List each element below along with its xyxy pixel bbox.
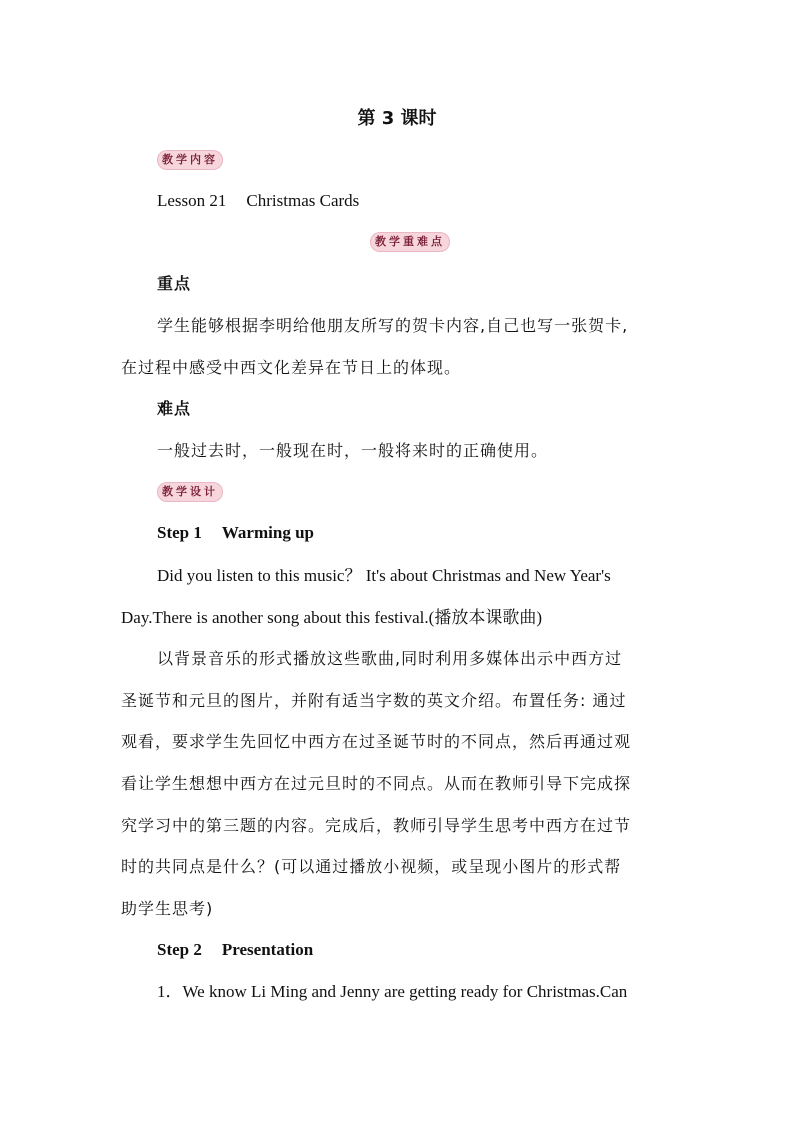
- step2-heading: [157, 937, 313, 963]
- step1-heading: [157, 520, 314, 546]
- step1-paragraph-line: 看让学生想想中西方在过元旦时的不同点。从而在教师引导下完成探: [121, 774, 632, 793]
- step1-paragraph-line: Did you listen to this music？ It's about Christmas and New Year's: [157, 566, 611, 585]
- step1-paragraph-line: 助学生思考): [121, 899, 214, 918]
- step2-name: Presentation: [221, 940, 314, 959]
- difficult-points-line: 一般过去时，一般现在时，一般将来时的正确使用。: [157, 441, 549, 460]
- badge-key-difficult-points: 教学重难点: [370, 232, 450, 252]
- step1-paragraph-line: 时的共同点是什么？(可以通过播放小视频，或呈现小图片的形式帮: [121, 857, 622, 876]
- key-points-line: 在过程中感受中西文化差异在节日上的体现。: [121, 358, 462, 377]
- step1-label: Step 1: [157, 523, 202, 542]
- badge-teaching-design: 教学设计: [157, 482, 223, 502]
- page-title: 第 3 课时: [357, 108, 437, 129]
- step1-name: Warming up: [221, 523, 314, 542]
- step1-paragraph-line: 观看，要求学生先回忆中西方在过圣诞节时的不同点，然后再通过观: [121, 732, 632, 751]
- step1-paragraph-line: 圣诞节和元旦的图片，并附有适当字数的英文介绍。布置任务: 通过: [121, 691, 627, 710]
- lesson-number: Lesson 21: [157, 191, 227, 210]
- key-points-line: 学生能够根据李明给他朋友所写的贺卡内容,自己也写一张贺卡,: [157, 316, 629, 335]
- lesson-name: Christmas Cards: [246, 191, 360, 210]
- lesson-line: [157, 188, 359, 214]
- difficult-points-heading: 难点: [157, 399, 192, 418]
- badge-teaching-content: 教学内容: [157, 150, 223, 170]
- step1-paragraph-line: 究学习中的第三题的内容。完成后，教师引导学生思考中西方在过节: [121, 816, 632, 835]
- step1-paragraph-line: Day.There is another song about this festival.(播放本课歌曲): [121, 608, 542, 627]
- step1-paragraph-line: 以背景音乐的形式播放这些歌曲,同时利用多媒体出示中西方过: [157, 649, 623, 668]
- key-points-heading: 重点: [157, 274, 192, 293]
- step2-paragraph-line: 1．We know Li Ming and Jenny are getting ready for Christmas.Can: [157, 982, 628, 1001]
- step2-label: Step 2: [157, 940, 202, 959]
